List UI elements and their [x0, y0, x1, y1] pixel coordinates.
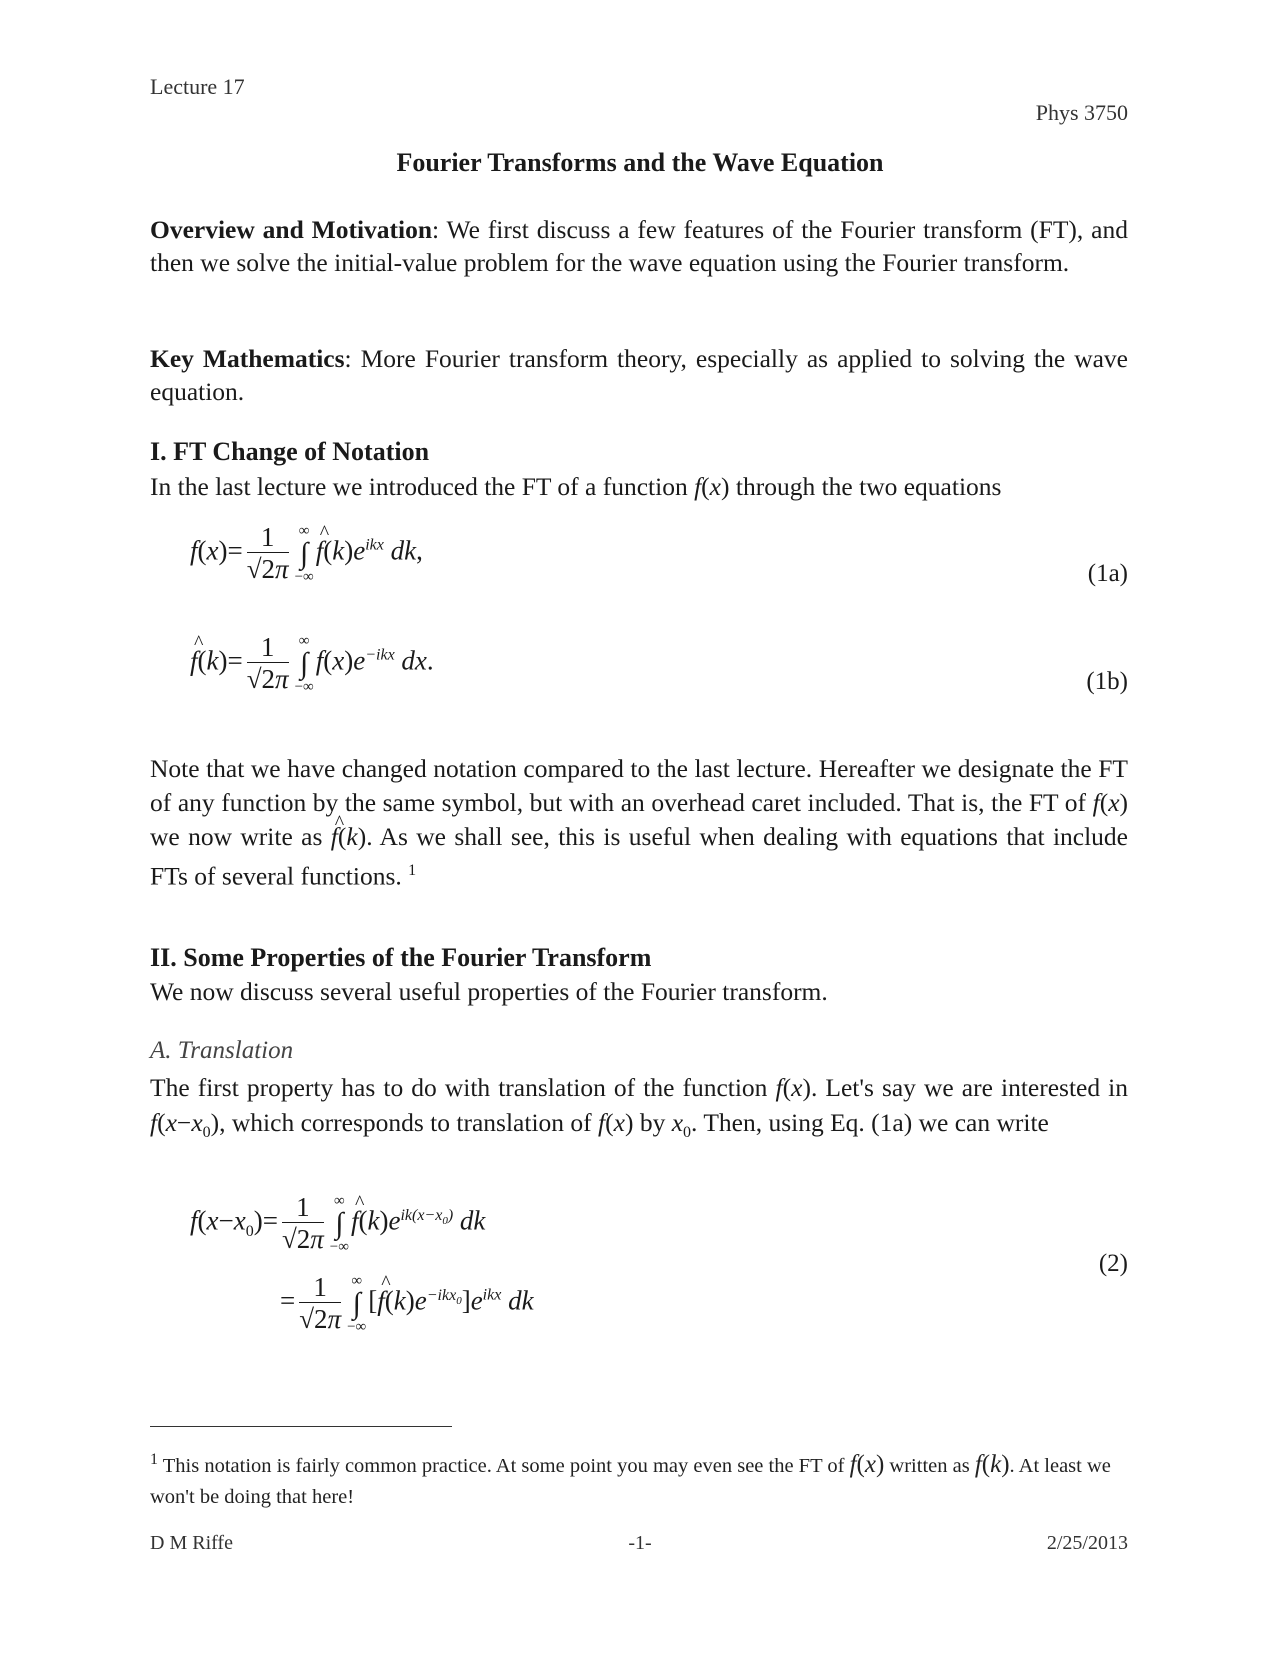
footnote-rule	[150, 1426, 452, 1427]
footnote-text-1: This notation is fairly common practice. At some point you may even see the FT of	[162, 1454, 845, 1477]
trans-text-1: The first property has to do with translation of the function	[150, 1073, 768, 1102]
section-1-heading: I. FT Change of Notation	[150, 437, 430, 466]
course-label: Phys 3750	[1035, 100, 1128, 125]
footnote: $^1$ This notation is fairly common practice. At some point you may even see the FT of f(x) written as f(k). At least we won't be doing that here!	[150, 1450, 1111, 1508]
key-math-text: : More Fourier transform theory, especially as applied to solving the wave equation.	[150, 344, 1129, 406]
footer-author: D M Riffe	[150, 1532, 233, 1554]
trans-text-3: , which corresponds to translation of	[219, 1108, 592, 1137]
inline-math-fx: f	[694, 472, 702, 501]
lecture-label: Lecture 17	[150, 74, 245, 99]
footer-date: 2/25/2013	[1046, 1532, 1128, 1554]
notation-note-paragraph: Note that we have changed notation compared to the last lecture. Hereafter we designate the FT of any function by the same symbol, but with an overhead caret included. That is, the FT of f(x) we now write as ^ f(k). As we shall see, this is useful when dealing with equations that include FTs of several functions. $^1$	[150, 752, 1128, 894]
subsection-a-heading: A. Translation	[150, 1037, 294, 1064]
equation-1a: f(x)= $\frac{1}{√2\pi}$ ∞ ∫ −∞ ^ $f(k)e^{ikx}$ dk,	[190, 522, 423, 585]
note-text-2: we now write as	[150, 822, 323, 851]
page-title: Fourier Transforms and the Wave Equation	[396, 148, 884, 177]
trans-text-2: . Let's say we are interested in	[810, 1073, 1129, 1102]
trans-text-4: by	[639, 1108, 666, 1137]
translation-paragraph: The first property has to do with translation of the function f(x). Let's say we are interested in $f(x-x_0)$, which corresponds to translation of f(x) by $x_0$. Then, using Eq. (1a) we can write	[150, 1073, 1129, 1142]
footnote-text-3: . At least we won't be doing that here!	[150, 1454, 1111, 1508]
overview-text: : We first discuss a few features of the Fourier transform (FT), and then we solve the initial-value problem for the wave equation using the Fourier transform.	[150, 215, 1128, 277]
section-2-heading: II. Some Properties of the Fourier Transform	[150, 943, 652, 972]
equation-1a-label: (1a)	[1087, 560, 1128, 587]
footnote-text-2: written as	[889, 1454, 970, 1477]
footer-page-number: -1-	[628, 1532, 652, 1554]
key-math-label: Key Mathematics	[150, 344, 345, 373]
equation-2-label: (2)	[1098, 1250, 1128, 1277]
footnote-mark: 1	[150, 1451, 158, 1468]
note-text-1: Note that we have changed notation compared to the last lecture. Hereafter we designate the FT of any function by the same symbol, but with an overhead caret included. That is, the FT of	[150, 754, 1128, 817]
equation-1b-label: (1b)	[1086, 668, 1128, 695]
key-math-paragraph	[150, 342, 1128, 408]
equation-2-line-2: = $\frac{1}{√2\pi}$ ∞ ∫ −∞ [^ $f(k)e^{-ikx_0}]e^{ikx}$ dk	[280, 1272, 534, 1335]
intro-text-b: through the two equations	[735, 472, 1002, 501]
overview-label: Overview and Motivation	[150, 215, 433, 244]
footnote-ref: 1	[408, 862, 417, 879]
note-text-3: . As we shall see, this is useful when dealing with equations that include FTs of several functions.	[150, 822, 1128, 891]
trans-text-5: . Then, using Eq. (1a) we can write	[691, 1108, 1049, 1137]
equation-2-line-1: $f(x-x_0)=$ $\frac{1}{√2\pi}$ ∞ ∫ −∞ ^ $f(k)e^{ik(x-x_0)}$ dk	[190, 1192, 485, 1255]
equation-1b: ^ f(k)= $\frac{1}{√2\pi}$ ∞ ∫ −∞ $f(x)e^{-ikx}$ dx.	[190, 632, 434, 695]
section-2-intro: We now discuss several useful properties of the Fourier transform.	[150, 977, 828, 1006]
section-1-intro: In the last lecture we introduced the FT of a function f(x) through the two equations	[150, 472, 1002, 501]
overview-paragraph	[150, 213, 1128, 279]
intro-text-a: In the last lecture we introduced the FT of a function	[150, 472, 688, 501]
